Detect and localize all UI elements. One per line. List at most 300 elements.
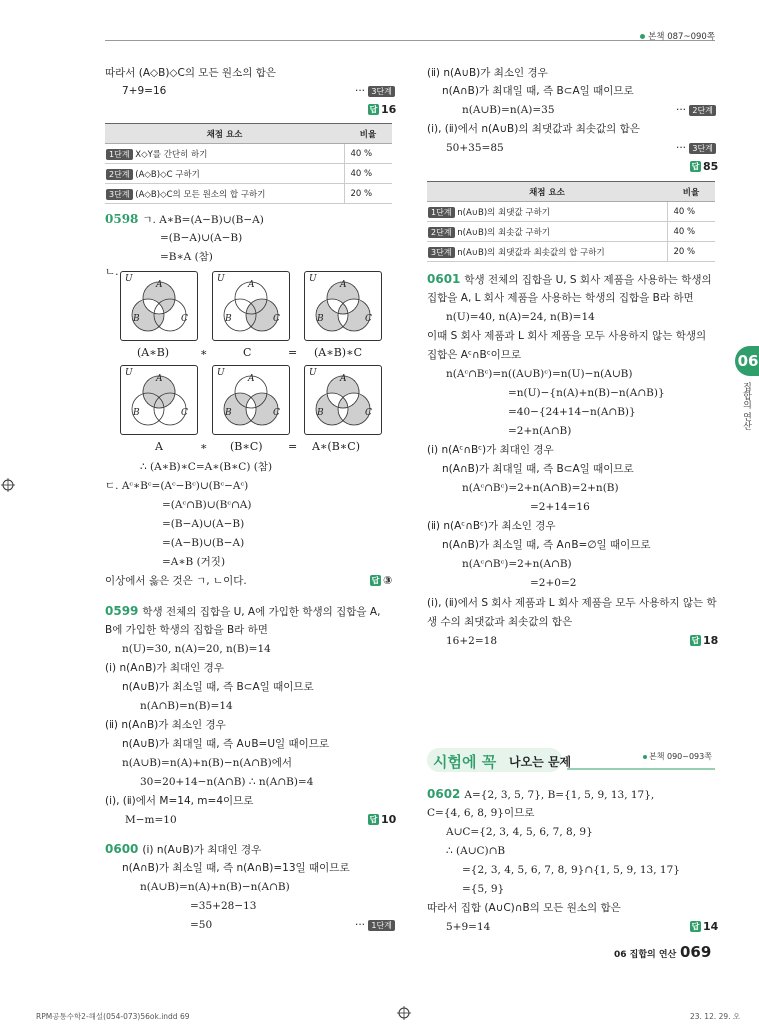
venn-shaded-region bbox=[239, 418, 241, 420]
venn-shaded-region bbox=[266, 403, 268, 405]
venn-shaded-region bbox=[245, 419, 247, 421]
venn-shaded-region bbox=[238, 416, 240, 418]
venn-shaded-region bbox=[330, 419, 332, 421]
venn-shaded-region bbox=[262, 397, 264, 399]
venn-shaded-region bbox=[241, 410, 243, 412]
venn-shaded-region bbox=[168, 291, 170, 293]
venn-shaded-region bbox=[149, 322, 151, 324]
venn-shaded-region bbox=[165, 291, 167, 293]
venn-shaded-region bbox=[358, 422, 360, 424]
venn-shaded-region bbox=[230, 419, 232, 421]
venn-shaded-region bbox=[242, 400, 244, 402]
venn-shaded-region bbox=[333, 419, 335, 421]
venn-shaded-region bbox=[144, 319, 146, 321]
venn-shaded-region bbox=[153, 401, 155, 403]
venn-shaded-region bbox=[159, 386, 161, 388]
venn-shaded-region bbox=[269, 410, 271, 412]
venn-shaded-region bbox=[327, 306, 329, 308]
venn-shaded-region bbox=[348, 380, 350, 382]
venn-shaded-region bbox=[324, 325, 326, 327]
venn-shaded-region bbox=[360, 397, 362, 399]
venn-shaded-region bbox=[324, 306, 326, 308]
venn-shaded-region bbox=[339, 388, 341, 390]
venn-shaded-region bbox=[155, 297, 157, 299]
venn-shaded-region bbox=[337, 391, 339, 393]
venn-shaded-region bbox=[330, 291, 332, 293]
venn-shaded-region bbox=[336, 421, 338, 423]
venn-shaded-region bbox=[150, 391, 152, 393]
venn-shaded-region bbox=[342, 394, 344, 396]
venn-shaded-region bbox=[239, 413, 241, 415]
venn-shaded-region bbox=[168, 306, 170, 308]
venn-shaded-region bbox=[259, 413, 261, 415]
venn-shaded-region bbox=[260, 322, 262, 324]
venn-shaded-region bbox=[138, 310, 140, 312]
venn-shaded-region bbox=[349, 416, 351, 418]
venn-shaded-region bbox=[364, 403, 366, 405]
venn-shaded-region bbox=[351, 409, 353, 411]
venn-shaded-region bbox=[230, 401, 232, 403]
venn-shaded-region bbox=[256, 401, 258, 403]
venn-shaded-region bbox=[254, 325, 256, 327]
venn-shaded-region bbox=[170, 394, 172, 396]
venn-shaded-region bbox=[162, 315, 164, 317]
venn-shaded-region bbox=[355, 409, 357, 411]
venn-shaded-region bbox=[265, 307, 267, 309]
venn-shaded-region bbox=[268, 413, 270, 415]
venn-shaded-region bbox=[262, 315, 264, 317]
venn-shaded-region bbox=[331, 319, 333, 321]
venn-shaded-region bbox=[327, 307, 329, 309]
venn-shaded-region bbox=[328, 328, 330, 330]
venn-shaded-region bbox=[342, 400, 344, 402]
venn-shaded-region bbox=[256, 324, 258, 326]
venn-shaded-region bbox=[143, 312, 145, 314]
venn-shaded-region bbox=[238, 412, 240, 414]
venn-shaded-region bbox=[147, 391, 149, 393]
venn-shaded-region bbox=[336, 285, 338, 287]
venn-shaded-region bbox=[331, 386, 333, 388]
venn-shaded-region bbox=[351, 385, 353, 387]
venn-shaded-region bbox=[161, 318, 163, 320]
venn-shaded-region bbox=[150, 316, 152, 318]
venn-shaded-region bbox=[355, 386, 357, 388]
venn-shaded-region bbox=[244, 409, 246, 411]
venn-shaded-region bbox=[156, 406, 158, 408]
venn-shaded-region bbox=[144, 322, 146, 324]
p0601-line-17: =2+0=2 bbox=[530, 577, 577, 589]
venn-shaded-region bbox=[155, 386, 157, 388]
venn-shaded-region bbox=[260, 419, 262, 421]
venn-shaded-region bbox=[259, 309, 261, 311]
venn-shaded-region bbox=[352, 416, 354, 418]
venn-shaded-region bbox=[146, 397, 148, 399]
venn-shaded-region bbox=[319, 310, 321, 312]
venn-shaded-region bbox=[251, 322, 253, 324]
venn-shaded-region bbox=[363, 325, 365, 327]
venn-shaded-region bbox=[141, 306, 143, 308]
venn-shaded-region bbox=[168, 386, 170, 388]
answer-icon: 답 bbox=[691, 162, 700, 171]
venn-shaded-region bbox=[257, 419, 259, 421]
venn-shaded-region bbox=[348, 325, 350, 327]
venn-shaded-region bbox=[147, 382, 149, 384]
venn-shaded-region bbox=[141, 303, 143, 305]
venn-shaded-region bbox=[232, 415, 234, 417]
venn-shaded-region bbox=[233, 401, 235, 403]
venn-shaded-region bbox=[355, 422, 357, 424]
venn-shaded-region bbox=[269, 416, 271, 418]
venn-shaded-region bbox=[150, 403, 152, 405]
venn-shaded-region bbox=[324, 418, 326, 420]
p0602-line-1: 0602 A={2, 3, 5, 7}, B={1, 5, 9, 13, 17}, bbox=[427, 787, 655, 801]
venn-shaded-region bbox=[239, 410, 241, 412]
venn-shaded-region bbox=[334, 286, 336, 288]
venn-shaded-region bbox=[269, 404, 271, 406]
venn-shaded-region bbox=[272, 403, 274, 405]
p0599-line-5: n(A∪B)가 최소일 때, 즉 B⊂A일 때이므로 bbox=[122, 681, 314, 693]
venn-shaded-region bbox=[134, 310, 136, 312]
venn-shaded-region bbox=[334, 328, 336, 330]
venn-shaded-region bbox=[257, 303, 259, 305]
venn-shaded-region bbox=[250, 318, 252, 320]
venn-shaded-region bbox=[155, 388, 157, 390]
venn-shaded-region bbox=[266, 306, 268, 308]
venn-shaded-region bbox=[351, 315, 353, 317]
venn-shaded-region bbox=[268, 321, 270, 323]
venn-shaded-region bbox=[140, 307, 142, 309]
venn-shaded-region bbox=[357, 412, 359, 414]
p0599-line-4: (ⅰ) n(A∩B)가 최대인 경우 bbox=[105, 662, 224, 674]
venn-shaded-region bbox=[171, 297, 173, 299]
venn-shaded-region bbox=[162, 297, 164, 299]
venn-shaded-region bbox=[351, 391, 353, 393]
venn-shaded-region bbox=[325, 312, 327, 314]
venn-diagram-svg bbox=[121, 272, 197, 340]
venn-shaded-region bbox=[269, 400, 271, 402]
venn-shaded-region bbox=[352, 422, 354, 424]
venn-shaded-region bbox=[333, 328, 335, 330]
venn-shaded-region bbox=[149, 382, 151, 384]
venn-shaded-region bbox=[260, 325, 262, 327]
venn-shaded-region bbox=[164, 397, 166, 399]
venn-shaded-region bbox=[328, 313, 330, 315]
venn-shaded-region bbox=[361, 403, 363, 405]
venn-shaded-region bbox=[333, 315, 335, 317]
venn-shaded-region bbox=[257, 418, 259, 420]
venn-shaded-region bbox=[355, 407, 357, 409]
venn-shaded-region bbox=[262, 313, 264, 315]
venn-shaded-region bbox=[337, 324, 339, 326]
venn-shaded-region bbox=[244, 413, 246, 415]
venn-shaded-region bbox=[358, 407, 360, 409]
venn-shaded-region bbox=[158, 297, 160, 299]
venn-shaded-region bbox=[159, 389, 161, 391]
venn-shaded-region bbox=[321, 406, 323, 408]
venn-shaded-region bbox=[331, 327, 333, 329]
venn-shaded-region bbox=[333, 389, 335, 391]
venn-shaded-region bbox=[170, 385, 172, 387]
venn-shaded-region bbox=[349, 380, 351, 382]
answer-icon: 답 bbox=[691, 636, 700, 645]
venn-shaded-region bbox=[158, 386, 160, 388]
venn-shaded-region bbox=[357, 421, 359, 423]
venn-shaded-region bbox=[268, 415, 270, 417]
venn-shaded-region bbox=[357, 413, 359, 415]
venn-shaded-region bbox=[251, 306, 253, 308]
venn-shaded-region bbox=[337, 321, 339, 323]
venn-shaded-region bbox=[235, 413, 237, 415]
venn-shaded-region bbox=[262, 422, 264, 424]
venn-shaded-region bbox=[363, 400, 365, 402]
venn-shaded-region bbox=[331, 410, 333, 412]
p0599-line-3: n(U)=30, n(A)=20, n(B)=14 bbox=[122, 643, 271, 655]
venn-shaded-region bbox=[159, 298, 161, 300]
venn-shaded-region bbox=[337, 297, 339, 299]
venn-shaded-region bbox=[346, 325, 348, 327]
venn-shaded-region bbox=[257, 324, 259, 326]
venn-shaded-region bbox=[147, 395, 149, 397]
venn-shaded-region bbox=[343, 391, 345, 393]
venn-shaded-region bbox=[253, 316, 255, 318]
venn-shaded-region bbox=[159, 385, 161, 387]
venn-shaded-region bbox=[354, 383, 356, 385]
venn-label: B bbox=[225, 314, 232, 324]
venn-shaded-region bbox=[330, 327, 332, 329]
p0598-line-5: ∴ (A∗B)∗C=A∗(B∗C) (참) bbox=[140, 461, 273, 473]
venn-shaded-region bbox=[349, 385, 351, 387]
venn-shaded-region bbox=[259, 412, 261, 414]
venn-shaded-region bbox=[171, 301, 173, 303]
venn-shaded-region bbox=[149, 327, 151, 329]
venn-shaded-region bbox=[349, 321, 351, 323]
venn-shaded-region bbox=[334, 313, 336, 315]
venn-shaded-region bbox=[235, 412, 237, 414]
venn-shaded-region bbox=[144, 310, 146, 312]
venn-shaded-region bbox=[229, 403, 231, 405]
venn-shaded-region bbox=[152, 295, 154, 297]
venn-shaded-region bbox=[325, 315, 327, 317]
venn-shaded-region bbox=[348, 388, 350, 390]
venn-shaded-region bbox=[363, 319, 365, 321]
venn-shaded-region bbox=[343, 386, 345, 388]
venn-shaded-region bbox=[265, 401, 267, 403]
venn-shaded-region bbox=[260, 316, 262, 318]
venn-shaded-region bbox=[238, 397, 240, 399]
venn-label: A bbox=[248, 374, 255, 384]
venn-shaded-region bbox=[352, 421, 354, 423]
venn-shaded-region bbox=[164, 297, 166, 299]
venn-shaded-region bbox=[170, 400, 172, 402]
venn-shaded-region bbox=[244, 395, 246, 397]
venn-shaded-region bbox=[319, 401, 321, 403]
venn-shaded-region bbox=[327, 312, 329, 314]
venn-shaded-region bbox=[349, 286, 351, 288]
table-row: 2단계 (A◇B)◇C 구하기 40 % bbox=[105, 164, 392, 184]
venn-shaded-region bbox=[257, 325, 259, 327]
venn-shaded-region bbox=[247, 421, 249, 423]
venn-shaded-region bbox=[327, 327, 329, 329]
venn-shaded-region bbox=[257, 310, 259, 312]
venn-shaded-region bbox=[328, 404, 330, 406]
venn-shaded-region bbox=[330, 310, 332, 312]
venn-shaded-region bbox=[257, 421, 259, 423]
venn-shaded-region bbox=[236, 421, 238, 423]
venn-shaded-region bbox=[268, 418, 270, 420]
venn-shaded-region bbox=[168, 395, 170, 397]
venn-shaded-region bbox=[257, 416, 259, 418]
venn-shaded-region bbox=[256, 400, 258, 402]
venn-shaded-region bbox=[241, 416, 243, 418]
venn-shaded-region bbox=[152, 325, 154, 327]
venn-shaded-region bbox=[168, 297, 170, 299]
venn-shaded-region bbox=[354, 295, 356, 297]
venn-shaded-region bbox=[337, 295, 339, 297]
p0599-line-1: 0599 학생 전체의 집합을 U, A에 가입한 학생의 집합을 A, bbox=[105, 604, 381, 618]
venn-shaded-region bbox=[263, 412, 265, 414]
p0598-line-4: ㄴ. bbox=[105, 266, 119, 278]
venn-shaded-region bbox=[318, 310, 320, 312]
p0601-line-4: 이때 S 회사 제품과 L 회사 제품을 모두 사용하지 않는 학생의 bbox=[427, 330, 707, 342]
venn-shaded-region bbox=[342, 295, 344, 297]
venn-shaded-region bbox=[167, 295, 169, 297]
venn-shaded-region bbox=[152, 403, 154, 405]
venn-shaded-region bbox=[354, 297, 356, 299]
p0601-line-7: =n(U)−{n(A)+n(B)−n(A∩B)} bbox=[508, 387, 665, 399]
venn-shaded-region bbox=[158, 388, 160, 390]
venn-shaded-region bbox=[349, 292, 351, 294]
venn-shaded-region bbox=[238, 398, 240, 400]
venn-shaded-region bbox=[361, 307, 363, 309]
venn-shaded-region bbox=[141, 307, 143, 309]
venn-shaded-region bbox=[354, 406, 356, 408]
venn-shaded-region bbox=[349, 325, 351, 327]
venn-shaded-region bbox=[236, 406, 238, 408]
venn-shaded-region bbox=[141, 309, 143, 311]
venn-shaded-region bbox=[333, 318, 335, 320]
venn-shaded-region bbox=[361, 400, 363, 402]
venn-shaded-region bbox=[161, 388, 163, 390]
venn-shaded-region bbox=[334, 325, 336, 327]
venn-shaded-region bbox=[164, 398, 166, 400]
venn-shaded-region bbox=[268, 304, 270, 306]
venn-shaded-region bbox=[170, 289, 172, 291]
venn-shaded-region bbox=[357, 409, 359, 411]
venn-shaded-region bbox=[345, 294, 347, 296]
venn-shaded-region bbox=[334, 410, 336, 412]
venn-shaded-region bbox=[248, 315, 250, 317]
venn-shaded-region bbox=[336, 289, 338, 291]
table-header: 비율 bbox=[344, 124, 392, 144]
venn-shaded-region bbox=[257, 321, 259, 323]
venn-shaded-region bbox=[357, 294, 359, 296]
venn-shaded-region bbox=[150, 289, 152, 291]
venn-label: C bbox=[273, 408, 280, 418]
venn-shaded-region bbox=[352, 327, 354, 329]
venn-shaded-region bbox=[351, 319, 353, 321]
venn-shaded-region bbox=[342, 392, 344, 394]
venn-shaded-region bbox=[354, 422, 356, 424]
venn-shaded-region bbox=[364, 401, 366, 403]
venn-shaded-region bbox=[327, 309, 329, 311]
p0602-line-4: ∴ (A∪C)∩B bbox=[446, 845, 506, 857]
venn-shaded-region bbox=[348, 324, 350, 326]
venn-shaded-region bbox=[361, 315, 363, 317]
venn-shaded-region bbox=[337, 388, 339, 390]
venn-shaded-region bbox=[337, 386, 339, 388]
venn-shaded-region bbox=[236, 401, 238, 403]
venn-shaded-region bbox=[352, 419, 354, 421]
venn-shaded-region bbox=[343, 401, 345, 403]
venn-shaded-region bbox=[266, 413, 268, 415]
venn-shaded-region bbox=[147, 295, 149, 297]
venn-shaded-region bbox=[144, 388, 146, 390]
venn-shaded-region bbox=[327, 313, 329, 315]
venn-shaded-region bbox=[161, 321, 163, 323]
venn-shaded-region bbox=[260, 327, 262, 329]
venn-shaded-region bbox=[233, 407, 235, 409]
venn-shaded-region bbox=[161, 389, 163, 391]
venn-shaded-region bbox=[361, 418, 363, 420]
venn-shaded-region bbox=[158, 319, 160, 321]
venn-caption-8: (B∗C) bbox=[230, 440, 263, 453]
venn-shaded-region bbox=[236, 418, 238, 420]
venn-shaded-region bbox=[363, 413, 365, 415]
venn-shaded-region bbox=[167, 395, 169, 397]
venn-shaded-region bbox=[238, 422, 240, 424]
venn-diagram bbox=[212, 365, 290, 435]
venn-shaded-region bbox=[367, 406, 369, 408]
venn-shaded-region bbox=[352, 382, 354, 384]
venn-shaded-region bbox=[334, 324, 336, 326]
venn-shaded-region bbox=[146, 291, 148, 293]
venn-shaded-region bbox=[248, 310, 250, 312]
venn-shaded-region bbox=[337, 289, 339, 291]
venn-shaded-region bbox=[349, 389, 351, 391]
venn-diagram bbox=[304, 365, 382, 435]
venn-shaded-region bbox=[328, 415, 330, 417]
venn-shaded-region bbox=[168, 400, 170, 402]
venn-shaded-region bbox=[269, 307, 271, 309]
venn-shaded-region bbox=[336, 382, 338, 384]
venn-shaded-region bbox=[339, 297, 341, 299]
venn-shaded-region bbox=[360, 415, 362, 417]
venn-shaded-region bbox=[352, 292, 354, 294]
venn-shaded-region bbox=[153, 297, 155, 299]
venn-shaded-region bbox=[141, 315, 143, 317]
venn-shaded-region bbox=[318, 309, 320, 311]
venn-shaded-region bbox=[147, 386, 149, 388]
venn-shaded-region bbox=[336, 388, 338, 390]
venn-shaded-region bbox=[354, 313, 356, 315]
venn-shaded-region bbox=[256, 322, 258, 324]
venn-shaded-region bbox=[159, 292, 161, 294]
venn-shaded-region bbox=[149, 383, 151, 385]
venn-shaded-region bbox=[147, 316, 149, 318]
venn-shaded-region bbox=[156, 403, 158, 405]
venn-shaded-region bbox=[232, 412, 234, 414]
venn-shaded-region bbox=[357, 295, 359, 297]
venn-shaded-region bbox=[259, 313, 261, 315]
venn-shaded-region bbox=[259, 306, 261, 308]
venn-shaded-region bbox=[257, 410, 259, 412]
p0600-line-1: 0600 (ⅰ) n(A∪B)가 최대인 경우 bbox=[105, 842, 262, 856]
venn-shaded-region bbox=[337, 392, 339, 394]
venn-shaded-region bbox=[263, 316, 265, 318]
venn-shaded-region bbox=[348, 416, 350, 418]
venn-shaded-region bbox=[337, 294, 339, 296]
venn-shaded-region bbox=[265, 321, 267, 323]
